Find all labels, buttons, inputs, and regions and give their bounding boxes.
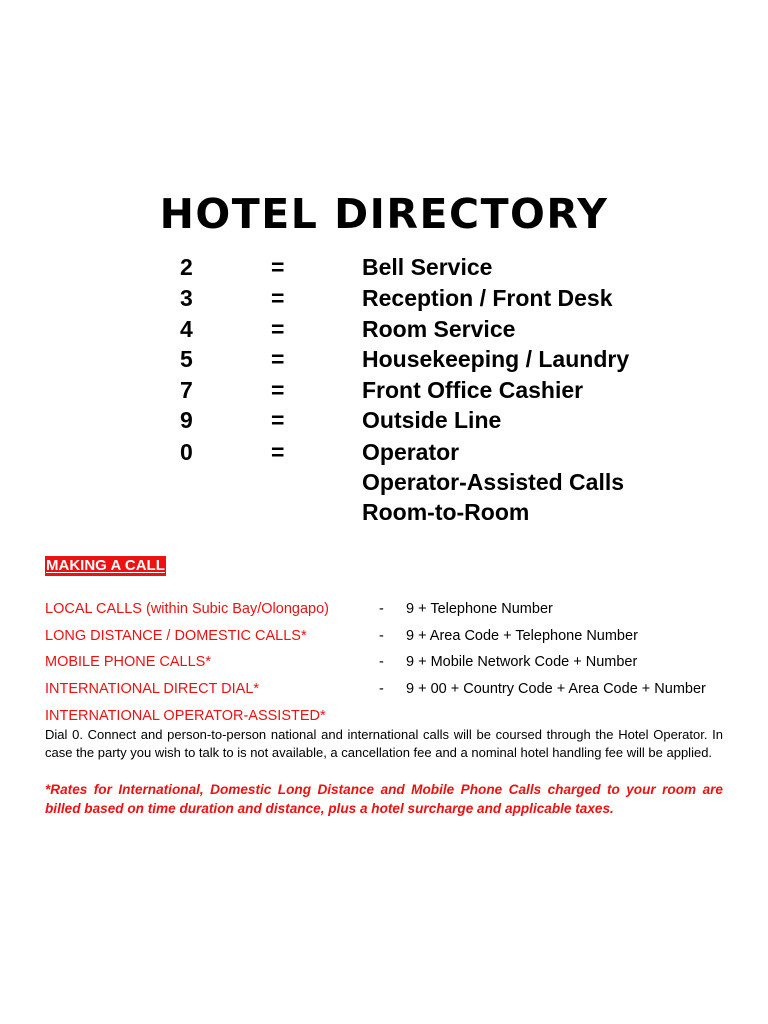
call-type: LOCAL CALLS (within Subic Bay/Olongapo) bbox=[45, 601, 329, 617]
page-title: HOTEL DIRECTORY bbox=[159, 190, 609, 238]
service-name: Outside Line bbox=[362, 407, 502, 433]
rates-disclaimer: *Rates for International, Domestic Long Distance and Mobile Phone Calls charged to your room are billed based on time duration and distance, plus a hotel surcharge and applicable taxes. bbox=[45, 782, 723, 816]
extension-code: 9 bbox=[180, 407, 193, 433]
service-name: Bell Service bbox=[362, 254, 493, 280]
extension-code: 4 bbox=[180, 316, 193, 342]
service-name: Operator-Assisted Calls bbox=[362, 469, 625, 495]
service-name: Room Service bbox=[362, 316, 516, 342]
call-row bbox=[0, 678, 768, 700]
call-row bbox=[0, 651, 768, 673]
equals-sign: = bbox=[271, 407, 285, 433]
directory-row bbox=[0, 497, 768, 527]
directory-row bbox=[0, 437, 768, 467]
call-type: LONG DISTANCE / DOMESTIC CALLS* bbox=[45, 628, 307, 644]
dial-instructions: 9 + Mobile Network Code + Number bbox=[406, 654, 638, 670]
operator-note: Dial 0. Connect and person-to-person national and international calls will be coursed through the Hotel Operator. In case the party you wish to talk to is not available, a cancellation fee and a nominal hotel handling fee will be applied. bbox=[45, 727, 723, 760]
extension-code: 3 bbox=[180, 285, 193, 311]
directory-row bbox=[0, 283, 768, 313]
making-a-call-heading: MAKING A CALL bbox=[45, 556, 166, 577]
service-name: Room-to-Room bbox=[362, 499, 530, 525]
directory-row bbox=[0, 314, 768, 344]
dash-separator: - bbox=[379, 601, 384, 617]
equals-sign: = bbox=[271, 254, 285, 280]
dash-separator: - bbox=[379, 628, 384, 644]
call-row bbox=[0, 625, 768, 647]
extension-code: 7 bbox=[180, 377, 193, 403]
equals-sign: = bbox=[271, 285, 285, 311]
call-row bbox=[0, 598, 768, 620]
dial-instructions: 9 + Area Code + Telephone Number bbox=[406, 628, 638, 644]
directory-row bbox=[0, 405, 768, 435]
equals-sign: = bbox=[271, 439, 285, 465]
extension-code: 5 bbox=[180, 346, 193, 372]
directory-row bbox=[0, 344, 768, 374]
dash-separator: - bbox=[379, 654, 384, 670]
dial-instructions: 9 + 00 + Country Code + Area Code + Number bbox=[406, 681, 706, 697]
call-row bbox=[0, 705, 768, 727]
directory-row bbox=[0, 375, 768, 405]
call-type: MOBILE PHONE CALLS* bbox=[45, 654, 211, 670]
service-name: Reception / Front Desk bbox=[362, 285, 613, 311]
service-name: Operator bbox=[362, 439, 460, 465]
directory-row bbox=[0, 467, 768, 497]
equals-sign: = bbox=[271, 377, 285, 403]
dash-separator: - bbox=[379, 681, 384, 697]
service-name: Front Office Cashier bbox=[362, 377, 584, 403]
call-type: INTERNATIONAL DIRECT DIAL* bbox=[45, 681, 260, 697]
call-type: INTERNATIONAL OPERATOR-ASSISTED* bbox=[45, 708, 326, 724]
directory-row bbox=[0, 252, 768, 282]
dial-instructions: 9 + Telephone Number bbox=[406, 601, 553, 617]
equals-sign: = bbox=[271, 316, 285, 342]
equals-sign: = bbox=[271, 346, 285, 372]
service-name: Housekeeping / Laundry bbox=[362, 346, 630, 372]
extension-code: 0 bbox=[180, 439, 193, 465]
extension-code: 2 bbox=[180, 254, 193, 280]
